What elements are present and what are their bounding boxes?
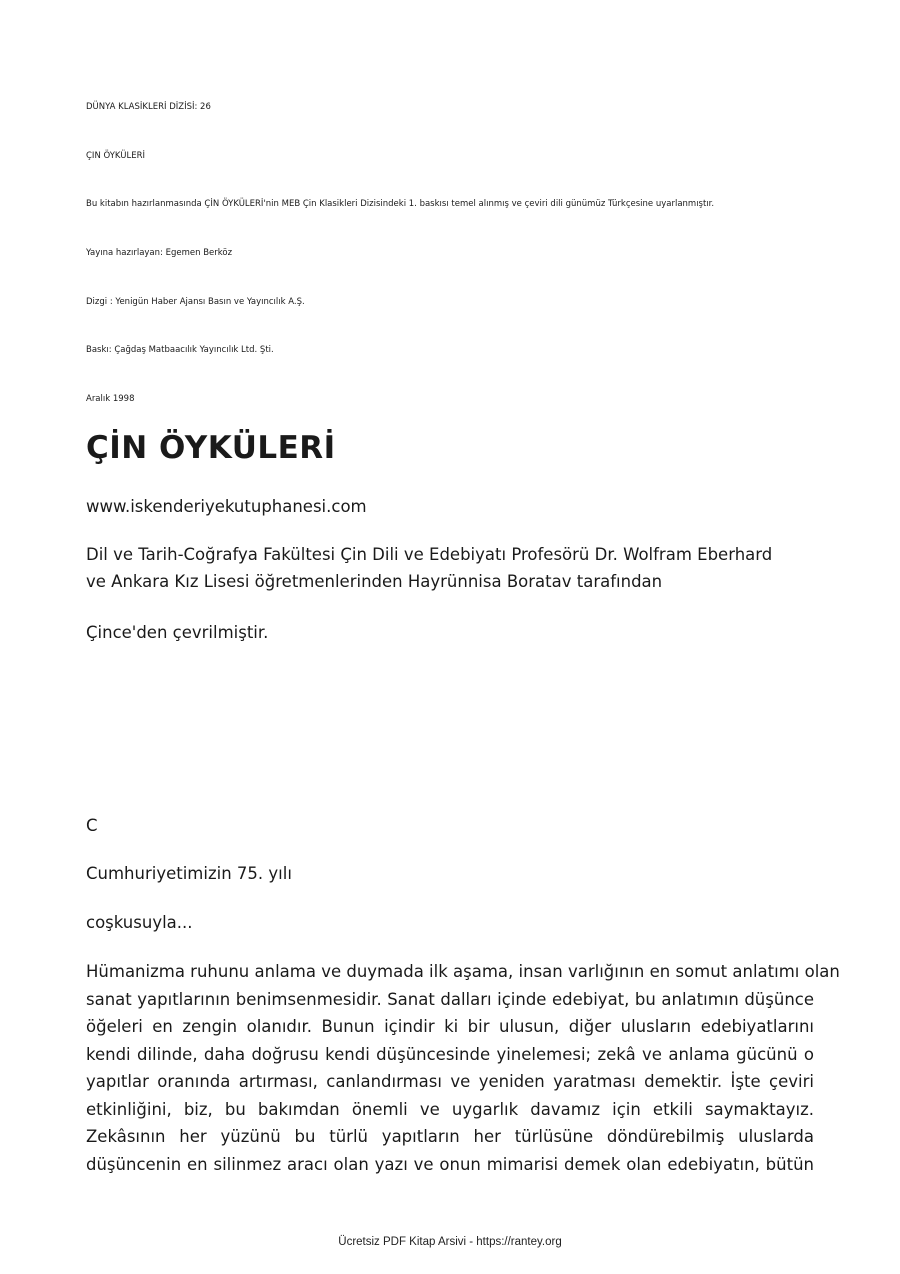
dedication-line-1: Cumhuriyetimizin 75. yılı [86,864,292,883]
printing-line: Baskı: Çağdaş Matbaacılık Yayıncılık Ltd. Şti. [86,345,274,355]
translators-line-2: ve Ankara Kız Lisesi öğretmenlerinden Hayrünnisa Boratav tarafından [86,572,663,591]
series-line: DÜNYA KLASİKLERİ DİZİSİ: 26 [86,102,211,112]
typesetting-line: Dizgi : Yenigün Haber Ajansı Basın ve Yayıncılık A.Ş. [86,297,305,307]
translators-line-1: Dil ve Tarih-Coğrafya Fakültesi Çin Dili ve Edebiyatı Profesörü Dr. Wolfram Eberhard [86,545,773,564]
edition-note: Bu kitabın hazırlanmasında ÇİN ÖYKÜLERİ'nin MEB Çin Klasikleri Dizisindeki 1. baskısı temel alınmış ve çeviri dili günümüz Türkçesine uyarlanmıştır. [86,199,715,209]
paragraph-line: düşüncenin en silinmez aracı olan yazı ve onun mimarisi demek olan edebiyatın, bütün [86,1154,814,1174]
section-letter: C [86,816,98,835]
page-title: ÇİN ÖYKÜLERİ [86,430,336,466]
paragraph-line: yapıtlar oranında artırması, canlandırması ve yeniden yaratması demektir. İşte çeviri [86,1072,814,1091]
paragraph-line: Hümanizma ruhunu anlama ve duymada ilk aşama, insan varlığının en somut anlatımı olan [86,962,840,981]
website-text: www.iskenderiyekutuphanesi.com [86,497,367,516]
paragraph-line: öğeleri en zengin olanıdır. Bunun içindir ki bir ulusun, diğer ulusların edebiyatlarını [86,1017,814,1036]
date-line: Aralık 1998 [86,394,135,404]
paragraph-line: Zekâsının her yüzünü bu türlü yapıtların her türlüsüne döndürebilmiş uluslarda [86,1127,814,1146]
translated-from-text: Çince'den çevrilmiştir. [86,623,269,642]
paragraph-line: sanat yapıtlarının benimsenmesidir. Sanat dalları içinde edebiyat, bu anlatımın düşünce [86,989,814,1009]
book-short-title: ÇIN ÖYKÜLERİ [86,151,146,161]
intro-paragraph [86,958,840,1178]
footer-archive-link[interactable]: Ücretsiz PDF Kitap Arsivi - https://rantey.org [338,1236,562,1248]
paragraph-line: etkinliğini, biz, bu bakımdan önemli ve uygarlık davamız için etkili saymaktayız. [86,1099,814,1119]
paragraph-line: kendi dilinde, daha doğrusu kendi düşüncesinde yinelemesi; zekâ ve anlama gücünü o [86,1044,814,1064]
editor-line: Yayına hazırlayan: Egemen Berköz [86,248,233,258]
dedication-line-2: coşkusuyla... [86,913,193,932]
